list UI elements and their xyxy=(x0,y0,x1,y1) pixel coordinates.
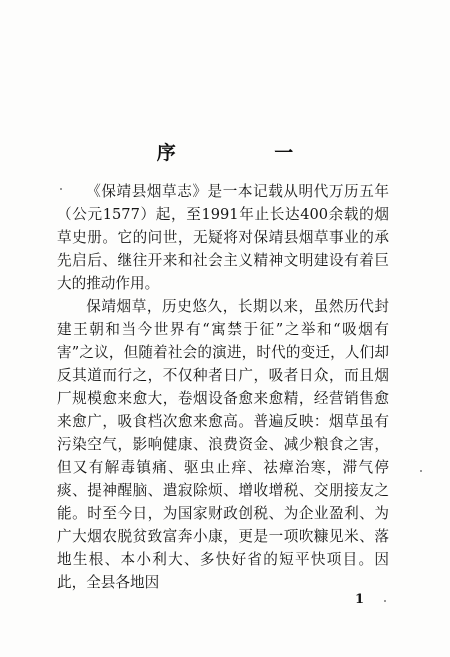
scan-speck xyxy=(384,600,386,602)
scan-speck xyxy=(420,470,422,472)
paragraph-1: 《保靖县烟草志》是一本记载从明代万历五年（公元1577）起，至1991年止长达400余载的烟草史册。它的问世，无疑将对保靖县烟草事业的承先启后、继往开来和社会主义精神文明建设有着巨大的推动作用。 xyxy=(57,183,389,292)
scan-speck xyxy=(60,188,62,190)
page-title: 序 一 xyxy=(156,142,340,164)
paragraph-2: 保靖烟草，历史悠久，长期以来，虽然历代封建王朝和当今世界有“寓禁于征”之举和“吸烟有害”之议，但随着社会的演进，时代的变迁，人们却反其道而行之，不仅种者日广，吸者日众，而且烟厂规模愈来愈大，卷烟设备愈来愈精，经营销售愈来愈广，吸食档次愈来愈高。普遍反映：烟草虽有污染空气，影响健康、浪费资金、减少粮食之害，但又有解毒镇痛、驱虫止痒、祛瘴治寒，滞气停痰、提神醒脑、遣寂除烦、增收增税、交朋接友之能。时至今日，为国家财政创税、为企业盈利、为广大烟农脱贫致富奔小康，更是一项吹糠见米、落地生根、本小利大、多快好省的短平快项目。因此，全县各地因 xyxy=(57,298,389,591)
body-text xyxy=(57,180,389,594)
page-number: 1 xyxy=(355,592,365,607)
